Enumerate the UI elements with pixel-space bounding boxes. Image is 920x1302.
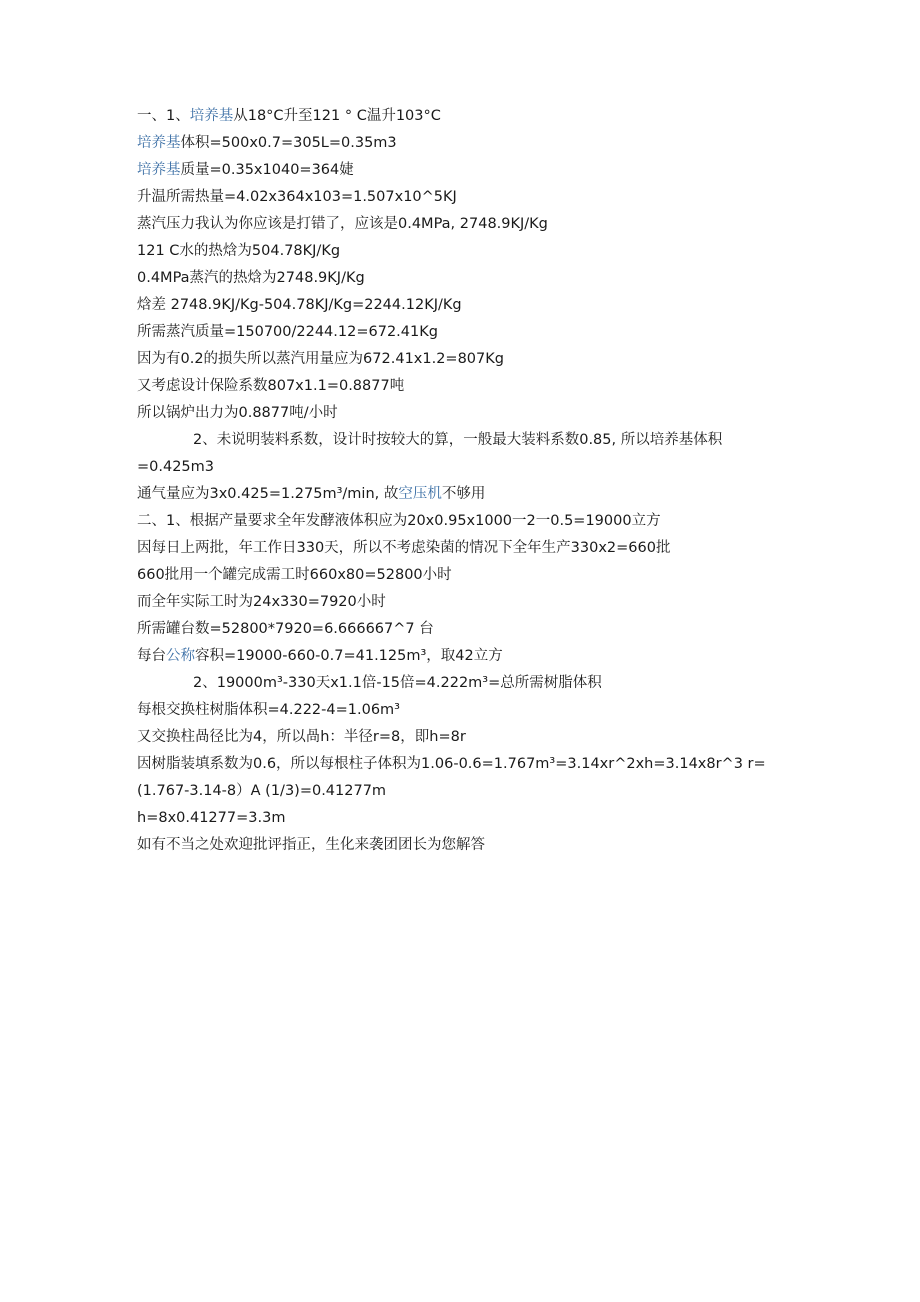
text-line: 蒸汽压力我认为你应该是打错了，应该是0.4MPa, 2748.9KJ/Kg — [137, 216, 548, 232]
keyword-link[interactable]: 培养基 — [189, 108, 234, 124]
line-text: 质量=0.35x1040=364婕 — [180, 162, 354, 178]
text-line: 二、1、根据产量要求全年发酵液体积应为20x0.95x1000一2一0.5=19000立方 — [137, 513, 661, 529]
text-line-indented — [137, 427, 787, 481]
keyword-link[interactable]: 培养基 — [137, 135, 181, 151]
text-line: h=8x0.41277=3.3m — [137, 810, 286, 826]
text-line: 又考虑设计保险系数807x1.1=0.8877吨 — [137, 378, 405, 394]
text-line — [137, 643, 787, 670]
text-line — [137, 130, 787, 157]
line-text: 一、1、 — [137, 108, 190, 124]
text-line — [137, 103, 787, 130]
keyword-link[interactable]: 公称 — [166, 648, 195, 664]
line-text: 容积=19000-660-0.7=41.125m³，取42立方 — [195, 648, 503, 664]
text-line: 因树脂装填系数为0.6，所以每根柱子体积为1.06-0.6=1.767m³=3.14xr^2xh=3.14x8r^3 r=(1.767-3.14-8）A (1/3)=0.41277m — [137, 756, 766, 799]
text-line: 所需蒸汽质量=150700/2244.12=672.41Kg — [137, 324, 438, 340]
text-line: 而全年实际工时为24x330=7920小时 — [137, 594, 386, 610]
text-line: 所需罐台数=52800*7920=6.666667^7 台 — [137, 621, 434, 637]
document-body — [137, 103, 787, 859]
line-text: 每台 — [137, 648, 166, 664]
text-line: 所以锅炉出力为0.8877吨/小时 — [137, 405, 338, 421]
text-line-indented: 2、19000m³-330天x1.1倍-15倍=4.222m³=总所需树脂体积 — [193, 675, 602, 691]
text-line: 因每日上两批，年工作日330天，所以不考虑染菌的情况下全年生产330x2=660批 — [137, 540, 671, 556]
text-line: 0.4MPa蒸汽的热焓为2748.9KJ/Kg — [137, 270, 365, 286]
text-line: 660批用一个罐完成需工时660x80=52800小时 — [137, 567, 452, 583]
line-text: 不够用 — [441, 486, 486, 502]
keyword-link[interactable]: 培养基 — [137, 162, 181, 178]
text-line — [137, 157, 787, 184]
text-line: 每根交换柱树脂体积=4.222-4=1.06m³ — [137, 702, 400, 718]
text-line — [137, 481, 787, 508]
keyword-link[interactable]: 空压机 — [398, 486, 442, 502]
text-line: 又交换柱咼径比为4，所以咼h：半径r=8，即h=8r — [137, 729, 466, 745]
text-line: 因为有0.2的损失所以蒸汽用量应为672.41x1.2=807Kg — [137, 351, 504, 367]
text-line: 升温所需热量=4.02x364x103=1.507x10^5KJ — [137, 189, 457, 205]
line-text: 体积=500x0.7=305L=0.35m3 — [180, 135, 397, 151]
line-text: 通气量应为3x0.425=1.275m³/min, 故 — [137, 486, 399, 502]
line-text: 从18°C升至121 ° C温升103°C — [233, 108, 441, 124]
line-text: 2、未说明装料系数，设计时按较大的算，一般最大装料系数0.85, 所以培养基体积=0.425m3 — [137, 432, 723, 475]
text-line: 焓差 2748.9KJ/Kg-504.78KJ/Kg=2244.12KJ/Kg — [137, 297, 462, 313]
text-line: 121 C水的热焓为504.78KJ/Kg — [137, 243, 341, 259]
text-line: 如有不当之处欢迎批评指正，生化来袭团团长为您解答 — [137, 837, 485, 853]
